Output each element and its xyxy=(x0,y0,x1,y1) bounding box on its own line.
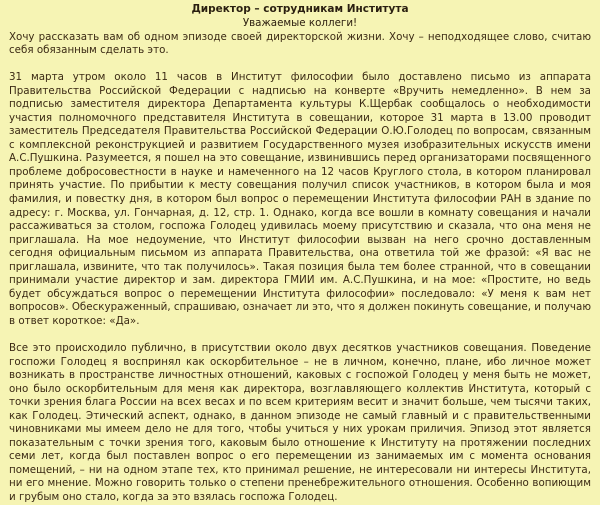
letter-title: Директор – сотрудникам Института xyxy=(191,3,409,15)
letter-greeting: Уважаемые коллеги! xyxy=(242,17,358,29)
paragraph-intro: Хочу рассказать вам об одном эпизоде своей директорской жизни. Хочу – неподходящее слово, считаю себя обязанным сделать это. xyxy=(9,30,591,57)
paragraph-assessment: Все это происходило публично, в присутствии около двух десятков участников совещания. Поведение госпожи Голодец я воспринял как оскорбительное – не в личном, конечно, плане, ибо личное может возникать в пространстве личностных отношений, каковых с госпожой Голодец у меня быть не может, оно было оскорбительным для меня как директора, возглавляющего коллектив Института, который с точки зрения блага России на всех весах и по всем критериям весит и значит больше, чем тысячи таких, как Голодец. Этический аспект, однако, в данном эпизоде не самый главный и с правительственными чиновниками мы имеем дело не для того, чтобы учиться у них урокам приличия. Эпизод этот является показательным с точки зрения того, каковым было отношение к Институту на протяжении последних семи лет, когда был поставлен вопрос о его перемещении из занимаемых им с момента основания помещений, – ни на одном этапе тех, кто принимал решение, не интересовали ни интересы Института, ни его мнение. Можно говорить только о степени пренебрежительного отношения. Особенно вопиющим и грубым оно стало, когда за это взялась госпожа Голодец. xyxy=(9,341,591,503)
paragraph-meeting-account: 31 марта утром около 11 часов в Институт философии было доставлено письмо из аппарата Правительства Российской Федерации с надписью на конверте «Вручить немедленно». В нем за подписью заместителя директора Департамента культуры К.Щербак сообщалось о необходимости участия полномочного представителя Института в совещании, которое 31 марта в 13.00 проводит заместитель Председателя Правительства Российской Федерации О.Ю.Голодец по вопросам, связанным с комплексной реконструкцией и развитием Государственного музея изобразительных искусств имени А.С.Пушкина. Разумеется, я пошел на это совещание, извинившись перед организаторами посвященного проблеме добросовестности в науке и намеченного на 12 часов Круглого стола, в котором планировал принять участие. По прибытии к месту совещания получил список участников, в котором была и моя фамилия, и повестку дня, в котором был вопрос о перемещении Института философии РАН в здание по адресу: г. Москва, ул. Гончарная, д. 12, стр. 1. Однако, когда все вошли в комнату совещания и начали рассаживаться за столом, госпожа Голодец удивилась моему присутствию и сказала, что она меня не приглашала. На мое недоумение, что Институт философии вызван на него срочно доставленным сегодня официальным письмом из аппарата Правительства, она ответила той же фразой: «Я вас не приглашала, извините, что так получилось». Такая позиция была тем более странной, что в совещании принимали участие директор и зам. директора ГМИИ им. А.С.Пушкина, и на мое: «Простите, но ведь будет обсуждаться вопрос о перемещении Института философии» последовало: «У меня к вам нет вопросов». Обескураженный, спрашиваю, означает ли это, что я должен покинуть совещание, и получаю в ответ короткое: «Да». xyxy=(9,71,591,327)
